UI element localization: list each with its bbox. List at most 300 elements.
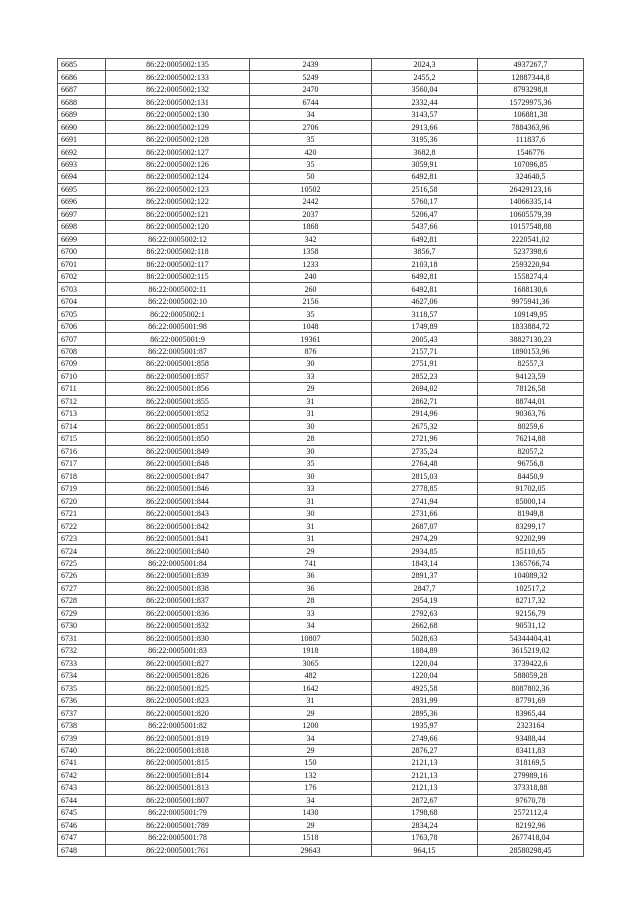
value-cell: 2677418,04: [478, 832, 584, 844]
table-row: [58, 595, 584, 607]
cadastral-number-cell: 86:22:0005001:839: [106, 570, 250, 582]
row-number-cell: 6729: [58, 607, 106, 619]
cadastral-number-cell: 86:22:0005002:132: [106, 83, 250, 95]
value-cell: 107096,85: [478, 158, 584, 170]
table-row: [58, 482, 584, 494]
area-cell: 1518: [250, 832, 372, 844]
row-number-cell: 6694: [58, 171, 106, 183]
row-number-cell: 6688: [58, 96, 106, 108]
table-row: [58, 383, 584, 395]
value-cell: 14066335,14: [478, 196, 584, 208]
row-number-cell: 6686: [58, 71, 106, 83]
cadastral-number-cell: 86:22:0005001:846: [106, 482, 250, 494]
table-row: [58, 246, 584, 258]
table-row: [58, 420, 584, 432]
row-number-cell: 6728: [58, 595, 106, 607]
value-cell: 10157548,88: [478, 221, 584, 233]
area-cell: 1200: [250, 719, 372, 731]
cadastral-number-cell: 86:22:0005001:98: [106, 320, 250, 332]
rate-cell: 5437,66: [372, 221, 478, 233]
value-cell: 90363,76: [478, 408, 584, 420]
table-row: [58, 557, 584, 569]
area-cell: 28: [250, 433, 372, 445]
row-number-cell: 6720: [58, 495, 106, 507]
rate-cell: 5028,63: [372, 632, 478, 644]
area-cell: 2470: [250, 83, 372, 95]
value-cell: 111837,6: [478, 133, 584, 145]
value-cell: 318169,5: [478, 757, 584, 769]
area-cell: 29: [250, 545, 372, 557]
area-cell: 876: [250, 345, 372, 357]
rate-cell: 3682,8: [372, 146, 478, 158]
table-row: [58, 645, 584, 657]
table-row: [58, 520, 584, 532]
cadastral-number-cell: 86:22:0005001:78: [106, 832, 250, 844]
area-cell: 31: [250, 532, 372, 544]
row-number-cell: 6713: [58, 408, 106, 420]
value-cell: 7884363,96: [478, 121, 584, 133]
row-number-cell: 6732: [58, 645, 106, 657]
row-number-cell: 6733: [58, 657, 106, 669]
row-number-cell: 6697: [58, 208, 106, 220]
area-cell: 29: [250, 819, 372, 831]
rate-cell: 2852,23: [372, 370, 478, 382]
row-number-cell: 6736: [58, 694, 106, 706]
table-row: [58, 320, 584, 332]
area-cell: 29: [250, 383, 372, 395]
area-cell: 10807: [250, 632, 372, 644]
table-row: [58, 221, 584, 233]
rate-cell: 2778,85: [372, 482, 478, 494]
value-cell: 279989,16: [478, 769, 584, 781]
area-cell: 29643: [250, 844, 372, 856]
cadastral-number-cell: 86:22:0005001:851: [106, 420, 250, 432]
rate-cell: 2764,48: [372, 458, 478, 470]
value-cell: 84450,9: [478, 470, 584, 482]
area-cell: 34: [250, 732, 372, 744]
rate-cell: 2662,68: [372, 620, 478, 632]
value-cell: 12887344,8: [478, 71, 584, 83]
row-number-cell: 6723: [58, 532, 106, 544]
table-row: [58, 270, 584, 282]
value-cell: 5237398,6: [478, 246, 584, 258]
rate-cell: 6492,81: [372, 171, 478, 183]
row-number-cell: 6696: [58, 196, 106, 208]
rate-cell: 2895,36: [372, 707, 478, 719]
cadastral-number-cell: 86:22:0005002:131: [106, 96, 250, 108]
area-cell: 35: [250, 458, 372, 470]
row-number-cell: 6726: [58, 570, 106, 582]
cadastral-number-cell: 86:22:0005001:849: [106, 445, 250, 457]
cadastral-number-cell: 86:22:0005002:135: [106, 59, 250, 71]
area-cell: 30: [250, 507, 372, 519]
value-cell: 102517,2: [478, 582, 584, 594]
area-cell: 30: [250, 358, 372, 370]
row-number-cell: 6725: [58, 557, 106, 569]
area-cell: 35: [250, 133, 372, 145]
cadastral-number-cell: 86:22:0005002:130: [106, 108, 250, 120]
area-cell: 34: [250, 108, 372, 120]
value-cell: 3739422,6: [478, 657, 584, 669]
value-cell: 2593220,94: [478, 258, 584, 270]
rate-cell: 2687,07: [372, 520, 478, 532]
cadastral-number-cell: 86:22:0005002:120: [106, 221, 250, 233]
cadastral-number-cell: 86:22:0005002:118: [106, 246, 250, 258]
table-row: [58, 283, 584, 295]
row-number-cell: 6715: [58, 433, 106, 445]
table-row: [58, 308, 584, 320]
row-number-cell: 6699: [58, 233, 106, 245]
row-number-cell: 6700: [58, 246, 106, 258]
cadastral-number-cell: 86:22:0005001:838: [106, 582, 250, 594]
rate-cell: 2121,13: [372, 782, 478, 794]
area-cell: 19361: [250, 333, 372, 345]
rate-cell: 2891,37: [372, 570, 478, 582]
area-cell: 741: [250, 557, 372, 569]
area-cell: 1868: [250, 221, 372, 233]
row-number-cell: 6698: [58, 221, 106, 233]
table-row: [58, 769, 584, 781]
row-number-cell: 6746: [58, 819, 106, 831]
rate-cell: 2751,91: [372, 358, 478, 370]
value-cell: 90531,12: [478, 620, 584, 632]
value-cell: 76214,88: [478, 433, 584, 445]
row-number-cell: 6731: [58, 632, 106, 644]
rate-cell: 1220,04: [372, 657, 478, 669]
rate-cell: 2834,24: [372, 819, 478, 831]
cadastral-number-cell: 86:22:0005001:815: [106, 757, 250, 769]
table-row: [58, 507, 584, 519]
cadastral-number-cell: 86:22:0005002:11: [106, 283, 250, 295]
row-number-cell: 6710: [58, 370, 106, 382]
row-number-cell: 6687: [58, 83, 106, 95]
area-cell: 36: [250, 582, 372, 594]
cadastral-number-cell: 86:22:0005001:83: [106, 645, 250, 657]
cadastral-number-cell: 86:22:0005001:832: [106, 620, 250, 632]
cadastral-number-cell: 86:22:0005001:761: [106, 844, 250, 856]
table-row: [58, 158, 584, 170]
row-number-cell: 6685: [58, 59, 106, 71]
value-cell: 9975941,36: [478, 295, 584, 307]
value-cell: 91702,05: [478, 482, 584, 494]
rate-cell: 2005,43: [372, 333, 478, 345]
row-number-cell: 6718: [58, 470, 106, 482]
row-number-cell: 6706: [58, 320, 106, 332]
rate-cell: 2121,13: [372, 769, 478, 781]
row-number-cell: 6741: [58, 757, 106, 769]
area-cell: 50: [250, 171, 372, 183]
value-cell: 28580298,45: [478, 844, 584, 856]
rate-cell: 1220,04: [372, 669, 478, 681]
rate-cell: 1763,78: [372, 832, 478, 844]
table-row: [58, 545, 584, 557]
rate-cell: 3059,91: [372, 158, 478, 170]
rate-cell: 3856,7: [372, 246, 478, 258]
table-row: [58, 582, 584, 594]
cadastral-number-cell: 86:22:0005001:87: [106, 345, 250, 357]
rate-cell: 2913,66: [372, 121, 478, 133]
cadastral-number-cell: 86:22:0005001:855: [106, 395, 250, 407]
cadastral-number-cell: 86:22:0005001:837: [106, 595, 250, 607]
area-cell: 31: [250, 694, 372, 706]
value-cell: 82557,3: [478, 358, 584, 370]
area-cell: 35: [250, 158, 372, 170]
rate-cell: 3195,36: [372, 133, 478, 145]
table-row: [58, 171, 584, 183]
table-row: [58, 196, 584, 208]
area-cell: 150: [250, 757, 372, 769]
cadastral-number-cell: 86:22:0005001:840: [106, 545, 250, 557]
row-number-cell: 6689: [58, 108, 106, 120]
area-cell: 420: [250, 146, 372, 158]
table-row: [58, 719, 584, 731]
rate-cell: 2974,29: [372, 532, 478, 544]
table-row: [58, 632, 584, 644]
cadastral-number-cell: 86:22:0005001:82: [106, 719, 250, 731]
value-cell: 82057,2: [478, 445, 584, 457]
cadastral-number-cell: 86:22:0005002:127: [106, 146, 250, 158]
value-cell: 2220541,02: [478, 233, 584, 245]
area-cell: 1233: [250, 258, 372, 270]
table-row: [58, 295, 584, 307]
area-cell: 2442: [250, 196, 372, 208]
value-cell: 106881,38: [478, 108, 584, 120]
table-row: [58, 707, 584, 719]
row-number-cell: 6724: [58, 545, 106, 557]
rate-cell: 2749,66: [372, 732, 478, 744]
cadastral-number-cell: 86:22:0005002:12: [106, 233, 250, 245]
rate-cell: 2872,67: [372, 794, 478, 806]
value-cell: 1833884,72: [478, 320, 584, 332]
table-row: [58, 121, 584, 133]
table-row: [58, 819, 584, 831]
value-cell: 109149,95: [478, 308, 584, 320]
table-row: [58, 333, 584, 345]
value-cell: 4937267,7: [478, 59, 584, 71]
area-cell: 30: [250, 445, 372, 457]
row-number-cell: 6744: [58, 794, 106, 806]
table-row: [58, 208, 584, 220]
table-row: [58, 694, 584, 706]
cadastral-number-cell: 86:22:0005001:857: [106, 370, 250, 382]
rate-cell: 2455,2: [372, 71, 478, 83]
value-cell: 1546776: [478, 146, 584, 158]
row-number-cell: 6734: [58, 669, 106, 681]
area-cell: 33: [250, 482, 372, 494]
value-cell: 83965,44: [478, 707, 584, 719]
value-cell: 373318,88: [478, 782, 584, 794]
cadastral-number-cell: 86:22:0005001:856: [106, 383, 250, 395]
cadastral-number-cell: 86:22:0005002:128: [106, 133, 250, 145]
area-cell: 34: [250, 620, 372, 632]
rate-cell: 2157,71: [372, 345, 478, 357]
cadastral-number-cell: 86:22:0005002:1: [106, 308, 250, 320]
value-cell: 85110,65: [478, 545, 584, 557]
rate-cell: 2847,7: [372, 582, 478, 594]
table-row: [58, 408, 584, 420]
row-number-cell: 6730: [58, 620, 106, 632]
row-number-cell: 6691: [58, 133, 106, 145]
area-cell: 31: [250, 520, 372, 532]
cadastral-number-cell: 86:22:0005001:825: [106, 682, 250, 694]
cadastral-number-cell: 86:22:0005001:826: [106, 669, 250, 681]
area-cell: 176: [250, 782, 372, 794]
value-cell: 1688130,6: [478, 283, 584, 295]
area-cell: 36: [250, 570, 372, 582]
cadastral-number-cell: 86:22:0005002:129: [106, 121, 250, 133]
area-cell: 482: [250, 669, 372, 681]
value-cell: 94123,59: [478, 370, 584, 382]
row-number-cell: 6712: [58, 395, 106, 407]
rate-cell: 3118,57: [372, 308, 478, 320]
rate-cell: 2721,96: [372, 433, 478, 445]
table-row: [58, 345, 584, 357]
table-row: [58, 108, 584, 120]
table-body: [58, 59, 584, 857]
value-cell: 83299,17: [478, 520, 584, 532]
row-number-cell: 6745: [58, 807, 106, 819]
rate-cell: 2914,96: [372, 408, 478, 420]
cadastral-number-cell: 86:22:0005001:823: [106, 694, 250, 706]
table-row: [58, 458, 584, 470]
area-cell: 10502: [250, 183, 372, 195]
area-cell: 33: [250, 370, 372, 382]
rate-cell: 2735,24: [372, 445, 478, 457]
area-cell: 1642: [250, 682, 372, 694]
row-number-cell: 6747: [58, 832, 106, 844]
row-number-cell: 6721: [58, 507, 106, 519]
rate-cell: 2332,44: [372, 96, 478, 108]
value-cell: 15729975,36: [478, 96, 584, 108]
cadastral-number-cell: 86:22:0005001:807: [106, 794, 250, 806]
row-number-cell: 6708: [58, 345, 106, 357]
cadastral-number-cell: 86:22:0005002:133: [106, 71, 250, 83]
area-cell: 31: [250, 395, 372, 407]
table-row: [58, 445, 584, 457]
row-number-cell: 6704: [58, 295, 106, 307]
document-page: [57, 58, 584, 857]
cadastral-number-cell: 86:22:0005002:123: [106, 183, 250, 195]
row-number-cell: 6716: [58, 445, 106, 457]
table-row: [58, 607, 584, 619]
value-cell: 54344404,41: [478, 632, 584, 644]
table-row: [58, 258, 584, 270]
rate-cell: 2694,02: [372, 383, 478, 395]
cadastral-number-cell: 86:22:0005002:115: [106, 270, 250, 282]
value-cell: 80259,6: [478, 420, 584, 432]
rate-cell: 2831,99: [372, 694, 478, 706]
value-cell: 92202,99: [478, 532, 584, 544]
area-cell: 342: [250, 233, 372, 245]
value-cell: 82717,32: [478, 595, 584, 607]
table-row: [58, 233, 584, 245]
area-cell: 30: [250, 470, 372, 482]
table-row: [58, 183, 584, 195]
table-row: [58, 59, 584, 71]
value-cell: 96756,8: [478, 458, 584, 470]
row-number-cell: 6743: [58, 782, 106, 794]
rate-cell: 5206,47: [372, 208, 478, 220]
cadastral-number-cell: 86:22:0005001:847: [106, 470, 250, 482]
area-cell: 31: [250, 408, 372, 420]
value-cell: 88744,01: [478, 395, 584, 407]
row-number-cell: 6709: [58, 358, 106, 370]
table-row: [58, 620, 584, 632]
row-number-cell: 6693: [58, 158, 106, 170]
area-cell: 31: [250, 495, 372, 507]
area-cell: 33: [250, 607, 372, 619]
cadastral-number-cell: 86:22:0005001:858: [106, 358, 250, 370]
table-row: [58, 732, 584, 744]
rate-cell: 6492,81: [372, 233, 478, 245]
row-number-cell: 6690: [58, 121, 106, 133]
area-cell: 5249: [250, 71, 372, 83]
cadastral-number-cell: 86:22:0005002:10: [106, 295, 250, 307]
cadastral-number-cell: 86:22:0005001:836: [106, 607, 250, 619]
rate-cell: 2876,27: [372, 744, 478, 756]
cadastral-number-cell: 86:22:0005001:820: [106, 707, 250, 719]
row-number-cell: 6740: [58, 744, 106, 756]
row-number-cell: 6748: [58, 844, 106, 856]
rate-cell: 2954,19: [372, 595, 478, 607]
table-row: [58, 358, 584, 370]
data-table: [57, 58, 584, 857]
cadastral-number-cell: 86:22:0005002:124: [106, 171, 250, 183]
cadastral-number-cell: 86:22:0005002:121: [106, 208, 250, 220]
table-row: [58, 395, 584, 407]
rate-cell: 2103,18: [372, 258, 478, 270]
row-number-cell: 6727: [58, 582, 106, 594]
rate-cell: 2024,3: [372, 59, 478, 71]
cadastral-number-cell: 86:22:0005001:850: [106, 433, 250, 445]
area-cell: 28: [250, 595, 372, 607]
cadastral-number-cell: 86:22:0005001:814: [106, 769, 250, 781]
table-row: [58, 682, 584, 694]
row-number-cell: 6711: [58, 383, 106, 395]
table-row: [58, 794, 584, 806]
row-number-cell: 6739: [58, 732, 106, 744]
area-cell: 2037: [250, 208, 372, 220]
row-number-cell: 6719: [58, 482, 106, 494]
rate-cell: 4925,58: [372, 682, 478, 694]
value-cell: 1558274,4: [478, 270, 584, 282]
rate-cell: 6492,81: [372, 283, 478, 295]
row-number-cell: 6702: [58, 270, 106, 282]
rate-cell: 1749,89: [372, 320, 478, 332]
table-row: [58, 570, 584, 582]
area-cell: 6744: [250, 96, 372, 108]
row-number-cell: 6714: [58, 420, 106, 432]
rate-cell: 964,15: [372, 844, 478, 856]
row-number-cell: 6738: [58, 719, 106, 731]
rate-cell: 3143,57: [372, 108, 478, 120]
value-cell: 3615219,02: [478, 645, 584, 657]
table-row: [58, 433, 584, 445]
value-cell: 588059,28: [478, 669, 584, 681]
table-row: [58, 83, 584, 95]
area-cell: 1918: [250, 645, 372, 657]
cadastral-number-cell: 86:22:0005002:117: [106, 258, 250, 270]
value-cell: 8793298,8: [478, 83, 584, 95]
cadastral-number-cell: 86:22:0005001:844: [106, 495, 250, 507]
rate-cell: 3560,04: [372, 83, 478, 95]
value-cell: 26429123,16: [478, 183, 584, 195]
value-cell: 1890153,96: [478, 345, 584, 357]
table-row: [58, 495, 584, 507]
row-number-cell: 6742: [58, 769, 106, 781]
rate-cell: 2731,66: [372, 507, 478, 519]
value-cell: 78126,58: [478, 383, 584, 395]
